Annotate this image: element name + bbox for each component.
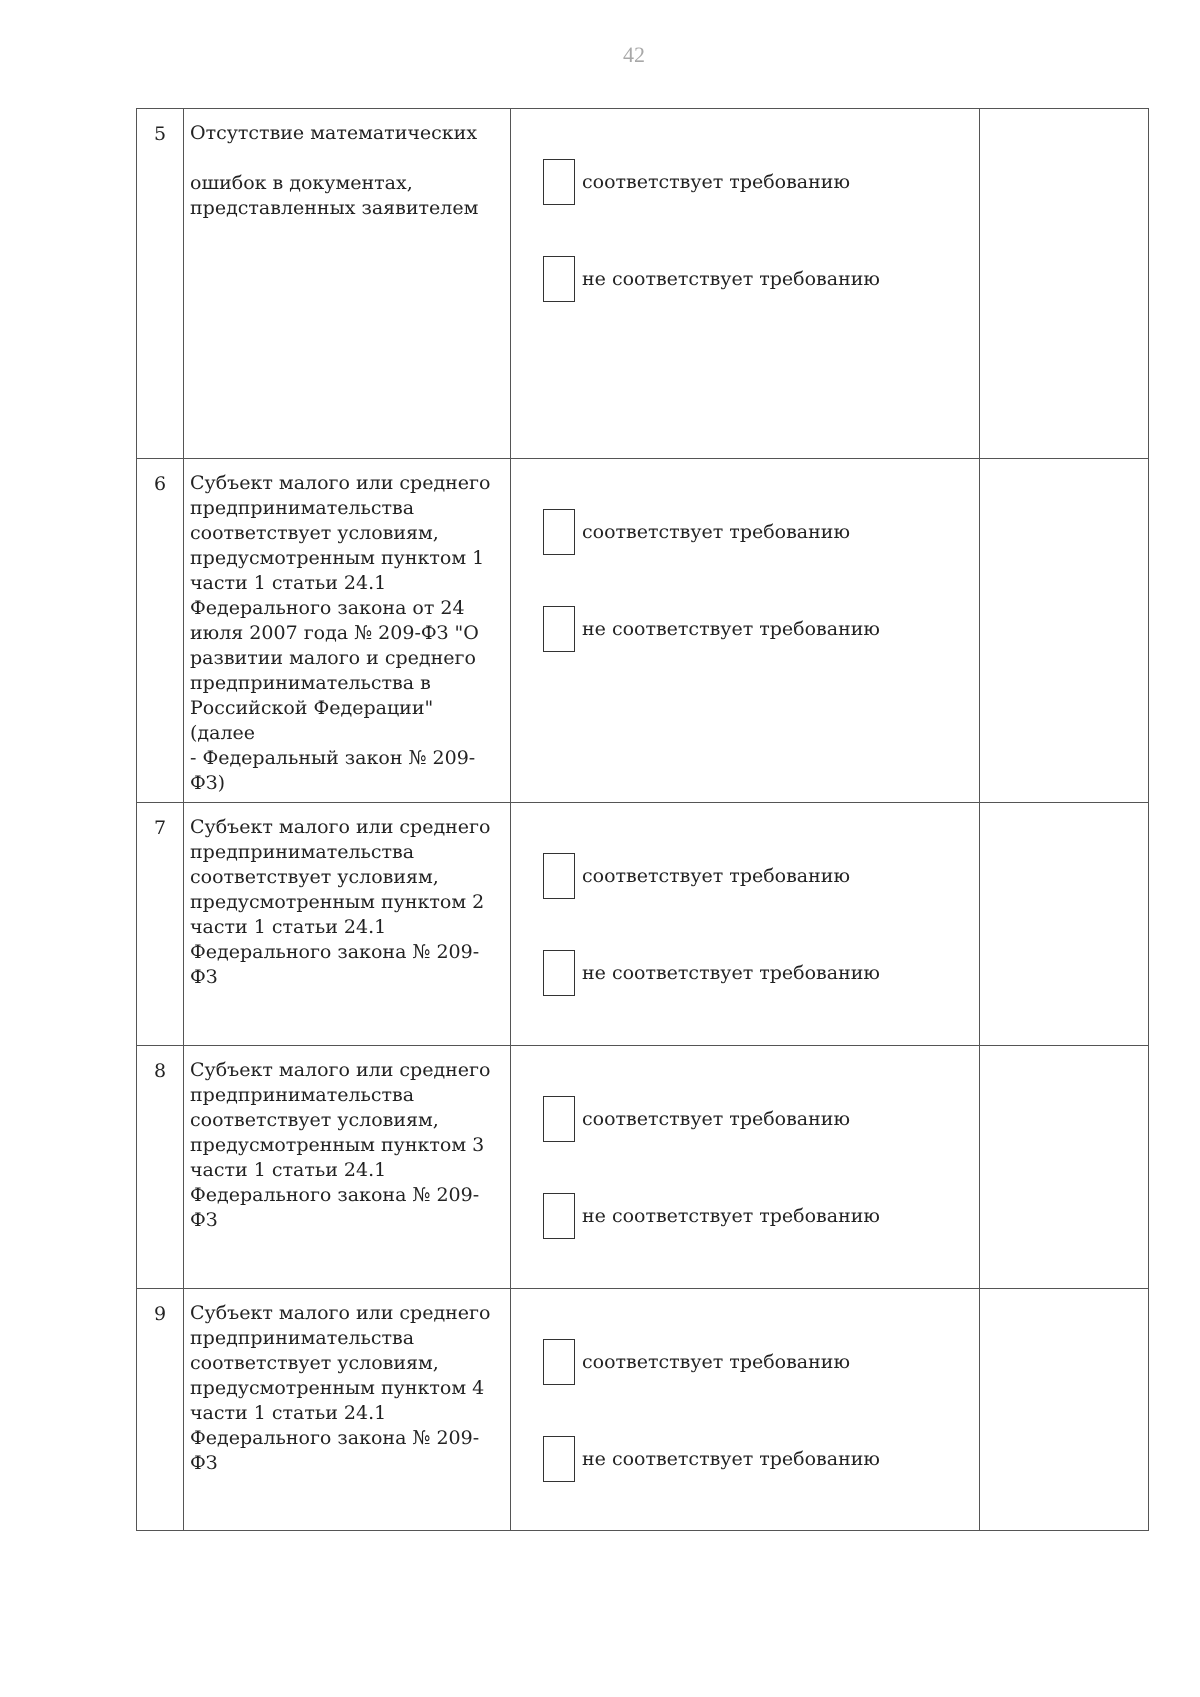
table-row (137, 803, 1149, 1046)
notes-cell (980, 1289, 1149, 1531)
checkbox-not-complies[interactable] (543, 1193, 575, 1239)
row-number: 7 (137, 803, 184, 1046)
row-number: 6 (137, 459, 184, 803)
checkbox-complies[interactable] (543, 1339, 575, 1385)
assessment-cell (511, 1289, 980, 1531)
checkbox-not-complies[interactable] (543, 1436, 575, 1482)
notes-cell (980, 459, 1149, 803)
table-row (137, 1046, 1149, 1289)
row-number: 8 (137, 1046, 184, 1289)
checkbox-complies[interactable] (543, 159, 575, 205)
page-number: 42 (623, 42, 645, 67)
option-complies-label: соответствует требованию (582, 1108, 850, 1130)
checkbox-complies[interactable] (543, 1096, 575, 1142)
checkbox-complies[interactable] (543, 509, 575, 555)
requirement-text: Субъект малого или среднего предпринимательства соответствует условиям, предусмотренным пунктом 1 части 1 статьи 24.1 Федерального закона от 24 июля 2007 года № 209-ФЗ "О развитии малого и среднего предпринимательства в Российской Федерации" (далее - Федеральный закон № 209- ФЗ) (190, 472, 491, 794)
option-not-complies (543, 254, 979, 304)
requirement-text-cell (184, 109, 511, 459)
requirement-text-cell (184, 803, 511, 1046)
requirement-text: Отсутствие математических ошибок в документах, представленных заявителем (190, 122, 479, 219)
table-row (137, 1289, 1149, 1531)
option-not-complies-label: не соответствует требованию (582, 962, 880, 984)
option-not-complies (543, 948, 979, 998)
option-complies (543, 1337, 979, 1387)
option-complies-label: соответствует требованию (582, 1351, 850, 1373)
option-not-complies (543, 1191, 979, 1241)
table-row (137, 459, 1149, 803)
checkbox-not-complies[interactable] (543, 950, 575, 996)
requirements-checklist-table (136, 108, 1149, 1531)
requirement-text: Субъект малого или среднего предпринимательства соответствует условиям, предусмотренным пунктом 4 части 1 статьи 24.1 Федерального закона № 209- ФЗ (190, 1302, 491, 1474)
option-complies-label: соответствует требованию (582, 171, 850, 193)
option-not-complies (543, 604, 979, 654)
checkbox-not-complies[interactable] (543, 606, 575, 652)
notes-cell (980, 109, 1149, 459)
requirement-text: Субъект малого или среднего предпринимательства соответствует условиям, предусмотренным пунктом 3 части 1 статьи 24.1 Федерального закона № 209- ФЗ (190, 1059, 491, 1231)
checkbox-not-complies[interactable] (543, 256, 575, 302)
option-complies (543, 157, 979, 207)
assessment-cell (511, 459, 980, 803)
requirement-text: Субъект малого или среднего предпринимательства соответствует условиям, предусмотренным пунктом 2 части 1 статьи 24.1 Федерального закона № 209- ФЗ (190, 816, 491, 988)
option-complies (543, 507, 979, 557)
option-complies (543, 1094, 979, 1144)
assessment-cell (511, 803, 980, 1046)
option-complies-label: соответствует требованию (582, 521, 850, 543)
row-number: 5 (137, 109, 184, 459)
assessment-cell (511, 1046, 980, 1289)
requirement-text-cell (184, 1046, 511, 1289)
requirement-text-cell (184, 459, 511, 803)
option-complies (543, 851, 979, 901)
checkbox-complies[interactable] (543, 853, 575, 899)
notes-cell (980, 803, 1149, 1046)
option-not-complies (543, 1434, 979, 1484)
option-not-complies-label: не соответствует требованию (582, 268, 880, 290)
option-not-complies-label: не соответствует требованию (582, 618, 880, 640)
row-number: 9 (137, 1289, 184, 1531)
option-not-complies-label: не соответствует требованию (582, 1205, 880, 1227)
option-not-complies-label: не соответствует требованию (582, 1448, 880, 1470)
requirement-text-cell (184, 1289, 511, 1531)
table-row (137, 109, 1149, 459)
assessment-cell (511, 109, 980, 459)
option-complies-label: соответствует требованию (582, 865, 850, 887)
notes-cell (980, 1046, 1149, 1289)
